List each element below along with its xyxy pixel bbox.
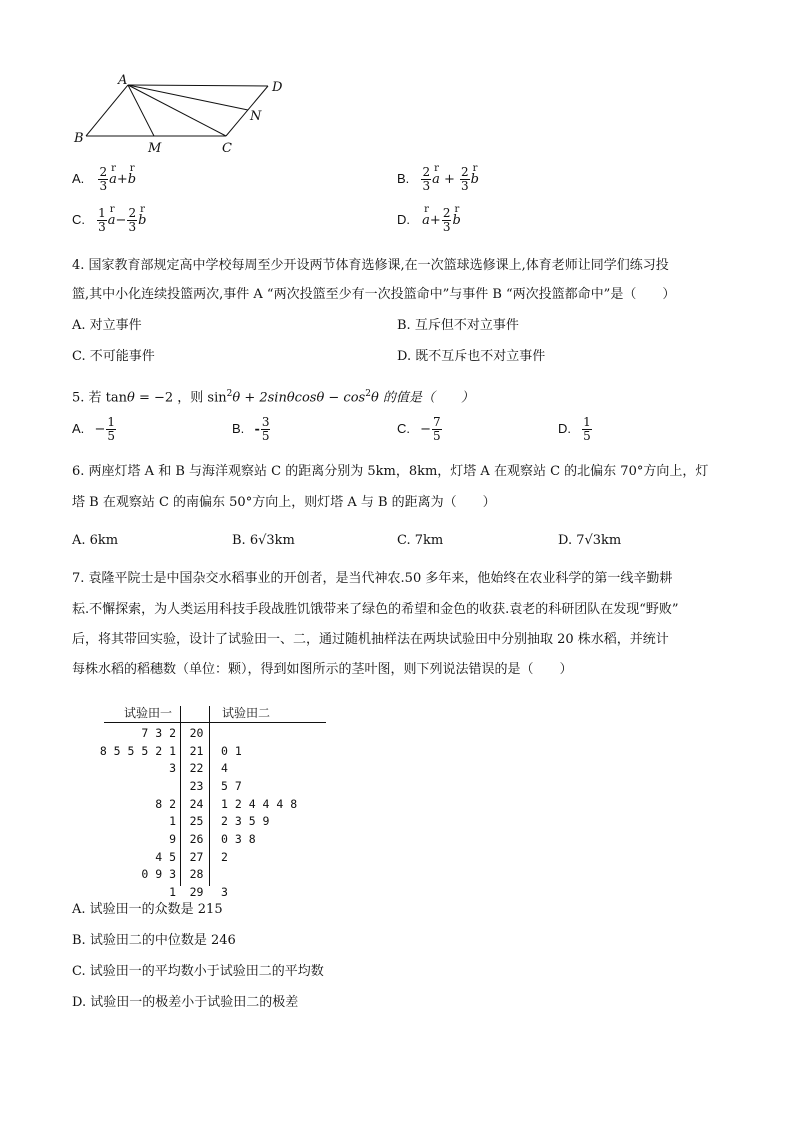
leaf-left: 7 3 2	[141, 725, 176, 740]
header-right: 试验田二	[222, 706, 271, 720]
stem-leaf-row	[76, 812, 326, 830]
segment-AD	[128, 85, 268, 86]
q7-stem-line2: 耘.不懈探索，为人类运用科技手段战胜饥饿带来了绿色的希望和金色的收获.袁老的科研团队在发现“野败”	[72, 602, 679, 617]
header-left: 试验田一	[124, 706, 173, 720]
q7-option-a[interactable]: A. 试验田一的众数是 215	[72, 902, 223, 917]
q3-option-c[interactable]: C. $\frac{1}{3}$ r a− $\frac{2}{3}$ r b	[72, 207, 146, 234]
q7-stem-line4: 每株水稻的稻穗数（单位：颗），得到如图所示的茎叶图，则下列说法错误的是（ ）	[72, 662, 573, 677]
leaf-left: 1	[169, 814, 176, 829]
stem: 29	[189, 885, 204, 900]
leaf-right: 4	[221, 761, 228, 776]
stem-leaf-plot	[76, 704, 326, 900]
stem-leaf-row	[76, 866, 326, 884]
stem: 27	[189, 849, 204, 864]
q7-stem-line1: 7. 袁隆平院士是中国杂交水稻事业的开创者，是当代神农.50 多年来，他始终在农业科学的第一线辛勤耕	[72, 571, 673, 586]
leaf-left: 1	[169, 885, 176, 900]
leaf-left: 8 5 5 5 2 1	[99, 743, 176, 758]
leaf-right	[211, 724, 326, 742]
q3-option-a[interactable]: A. $\frac{2}{3}$ r a+r b	[72, 166, 136, 193]
label-N: N	[250, 109, 262, 124]
segment-AB	[86, 85, 128, 136]
leaf-left: 8 2	[155, 796, 176, 811]
leaf-right	[211, 866, 326, 884]
leaf-left: 4 5	[155, 849, 176, 864]
q6-option-a[interactable]: A. 6km	[72, 533, 119, 548]
label-M: M	[148, 141, 162, 156]
q6-stem-line2: 塔 B 在观察站 C 的南偏东 50°方向上，则灯塔 A 与 B 的距离为（ ）	[72, 495, 496, 510]
leaf-right: 2 3 5 9	[221, 814, 270, 829]
q3-option-b[interactable]: B. $\frac{2}{3}$ r a + $\frac{2}{3}$ r b	[397, 166, 479, 193]
q4-option-d[interactable]: D. 既不互斥也不对立事件	[397, 349, 546, 364]
leaf-right: 3	[221, 885, 228, 900]
q7-option-d[interactable]: D. 试验田一的极差小于试验田二的极差	[72, 995, 299, 1010]
stem: 22	[189, 761, 204, 776]
stem: 26	[189, 831, 204, 846]
stem: 20	[189, 725, 204, 740]
q6-option-d[interactable]: D. 7√3km	[558, 533, 622, 548]
stem-leaf-row	[76, 830, 326, 848]
q6-option-b[interactable]: B. 6√3km	[232, 533, 295, 548]
parallelogram-figure	[70, 72, 300, 158]
stem: 28	[189, 867, 204, 882]
stem: 21	[189, 743, 204, 758]
stem-leaf-row	[76, 795, 326, 813]
q5-stem: 5. 若 tanθ = −2 ，则 $\sin^2\theta + 2\sin\theta\cos\theta - \cos^2\theta$ 的值是（ ）	[72, 389, 474, 406]
q6-stem-line1: 6. 两座灯塔 A 和 B 与海洋观察站 C 的距离分别为 5km，8km，灯塔 A 在观察站 C 的北偏东 70°方向上，灯	[72, 464, 709, 479]
q5-option-c[interactable]: C. − $\frac{7}{5}$	[397, 415, 441, 443]
q4-stem-line2: 篮,其中小化连续投篮两次,事件 A “两次投篮至少有一次投篮命中”与事件 B “两次投篮都命中”是（ ）	[72, 287, 676, 302]
q7-option-c[interactable]: C. 试验田一的平均数小于试验田二的平均数	[72, 964, 324, 979]
q4-option-b[interactable]: B. 互斥但不对立事件	[397, 318, 519, 333]
q4-option-c[interactable]: C. 不可能事件	[72, 349, 155, 364]
q3-option-d[interactable]: D. r a+ $\frac{2}{3}$ r b	[397, 207, 461, 234]
leaf-right: 2	[221, 849, 228, 864]
leaf-left: 9	[169, 831, 176, 846]
segment-AC	[128, 85, 226, 136]
stem-leaf-table	[76, 724, 326, 901]
label-B: B	[74, 131, 84, 146]
stem: 23	[189, 778, 204, 793]
leaf-left	[76, 777, 182, 795]
q4-stem-line1: 4. 国家教育部规定高中学校每周至少开设两节体育选修课,在一次篮球选修课上,体育老师让同学们练习投	[72, 258, 669, 273]
stem-leaf-row	[76, 724, 326, 742]
stem: 24	[189, 796, 204, 811]
header-rule	[104, 722, 326, 723]
segment-CD	[226, 86, 268, 136]
q7-option-b[interactable]: B. 试验田二的中位数是 246	[72, 933, 236, 948]
leaf-right: 5 7	[221, 778, 242, 793]
segment-AN	[128, 85, 248, 110]
stem-leaf-row	[76, 777, 326, 795]
q7-stem-line3: 后，将其带回实验，设计了试验田一、二，通过随机抽样法在两块试验田中分别抽取 20 株水稻，并统计	[72, 632, 669, 647]
leaf-right: 0 1	[221, 743, 242, 758]
q6-option-c[interactable]: C. 7km	[397, 533, 444, 548]
leaf-right: 1 2 4 4 4 8	[221, 796, 298, 811]
leaf-left: 0 9 3	[141, 867, 176, 882]
stem-leaf-row	[76, 883, 326, 901]
stem-leaf-row	[76, 742, 326, 760]
leaf-right: 0 3 8	[221, 831, 256, 846]
label-D: D	[272, 80, 283, 95]
label-C: C	[222, 141, 232, 156]
q4-option-a[interactable]: A. 对立事件	[72, 318, 142, 333]
stem-leaf-row	[76, 759, 326, 777]
leaf-left: 3	[169, 761, 176, 776]
q5-option-d[interactable]: D. $\frac{1}{5}$	[558, 415, 591, 443]
label-A: A	[118, 73, 128, 88]
stem-leaf-row	[76, 848, 326, 866]
stem: 25	[189, 814, 204, 829]
segment-AM	[128, 85, 154, 136]
q5-option-b[interactable]: B. - $\frac{3}{5}$	[232, 415, 270, 443]
q5-option-a[interactable]: A. − $\frac{1}{5}$	[72, 415, 115, 443]
